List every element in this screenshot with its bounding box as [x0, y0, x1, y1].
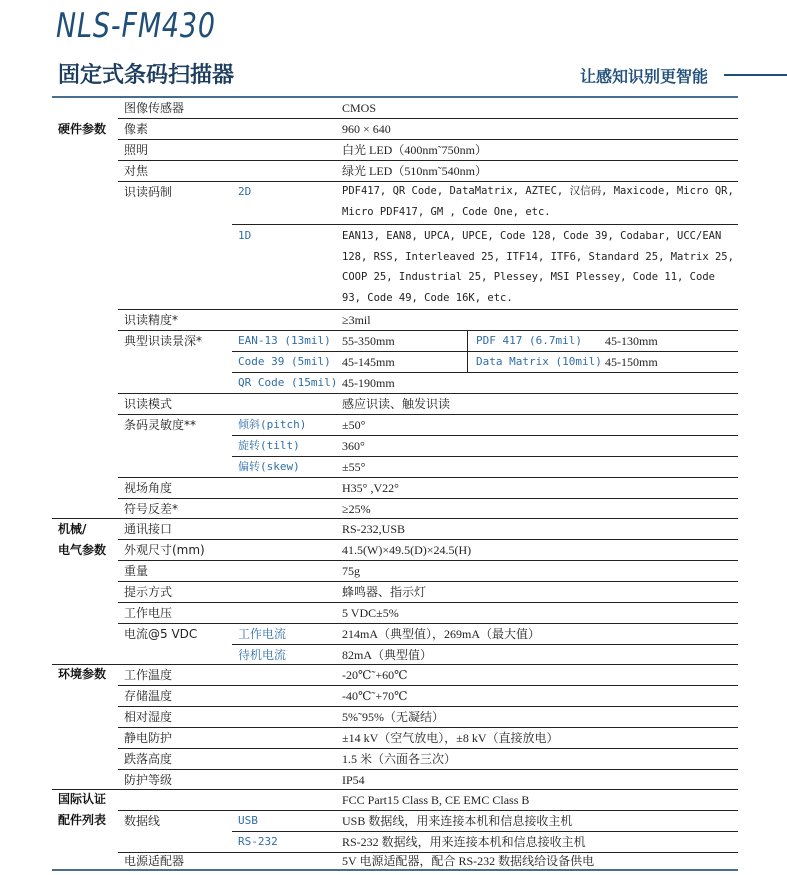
label-aiming: 对焦 [124, 164, 149, 178]
section-accessories: 配件列表 [58, 813, 107, 827]
value-pixels: 960 × 640 [342, 122, 391, 136]
value-storage-temp: -40℃˜+70℃ [342, 689, 408, 703]
label-notification: 提示方式 [124, 585, 173, 599]
label-sealing: 防护等级 [124, 773, 173, 787]
dof-code39: Code 39 (5mil) [238, 355, 331, 368]
value-scan-mode: 感应识读、触发识读 [342, 397, 451, 411]
label-tolerance: 条码灵敏度** [124, 418, 197, 432]
value-illumination: 白光 LED（400nm˜750nm） [342, 143, 487, 157]
label-storage-temp: 存储温度 [124, 689, 173, 703]
section-certification: 国际认证 [58, 792, 107, 806]
label-cable: 数据线 [124, 814, 161, 828]
dof-qrcode-value: 45-190mm [342, 376, 395, 390]
label-drop: 跌落高度 [124, 752, 173, 766]
label-sensor: 图像传感器 [124, 101, 185, 115]
value-sensor: CMOS [342, 101, 377, 115]
dof-ean13-value: 55-350mm [342, 334, 395, 348]
tolerance-pitch-value: ±50° [342, 418, 366, 432]
product-subtitle: 固定式条码扫描器 [58, 63, 235, 88]
label-current: 电流@5 VDC [124, 627, 198, 641]
label-power: 电源适配器 [124, 854, 185, 868]
tolerance-tilt: 旋转(tilt) [238, 439, 300, 452]
slogan: 让感知识别更智能 [580, 67, 709, 86]
value-op-temp: -20℃˜+60℃ [342, 668, 408, 682]
cable-usb-value: USB 数据线，用来连接本机和信息接收主机 [342, 814, 573, 828]
section-mech-line1: 机械/ [58, 522, 87, 536]
label-esd: 静电防护 [124, 731, 173, 745]
value-fov: H35° ,V22° [342, 481, 399, 495]
label-interface: 通讯接口 [124, 522, 173, 536]
value-drop: 1.5 米（六面各三次） [342, 752, 457, 766]
product-model: NLS-FM430 [56, 6, 216, 46]
label-illumination: 照明 [124, 143, 149, 157]
label-dimensions: 外观尺寸(mm) [124, 543, 205, 557]
current-standby: 待机电流 [238, 648, 287, 662]
label-scan-mode: 识读模式 [124, 397, 173, 411]
cable-rs232-value: RS-232 数据线，用来连接本机和信息接收主机 [342, 835, 586, 849]
value-resolution: ≥3mil [342, 313, 371, 327]
section-environment: 环境参数 [58, 667, 107, 681]
value-cert: FCC Part15 Class B, CE EMC Class B [342, 793, 530, 807]
label-fov: 视场角度 [124, 481, 173, 495]
tolerance-pitch: 倾斜(pitch) [238, 418, 307, 431]
value-interface: RS-232,USB [342, 522, 406, 536]
label-humidity: 相对湿度 [124, 710, 173, 724]
section-hardware: 硬件参数 [58, 122, 107, 136]
tolerance-tilt-value: 360° [342, 439, 365, 453]
dof-datamatrix-value: 45-150mm [605, 355, 658, 369]
dof-datamatrix: Data Matrix (10mil) [476, 355, 602, 368]
label-voltage: 工作电压 [124, 606, 173, 620]
label-contrast: 符号反差* [124, 502, 179, 516]
label-pixels: 像素 [124, 122, 149, 136]
dof-pdf417: PDF 417 (6.7mil) [476, 334, 582, 347]
current-working: 工作电流 [238, 627, 287, 641]
value-power: 5V 电源适配器，配合 RS-232 数据线给设备供电 [342, 854, 595, 868]
section-mech-line2: 电气参数 [58, 543, 107, 557]
dof-pdf417-value: 45-130mm [605, 334, 658, 348]
cable-usb: USB [238, 814, 258, 827]
slogan-rule [724, 74, 787, 76]
dof-ean13: EAN-13 (13mil) [238, 334, 331, 347]
label-symbologies: 识读码制 [124, 185, 173, 199]
value-2d-symbologies: PDF417, QR Code, DataMatrix, AZTEC, 汉信码, Maxicode, Micro QR, Micro PDF417, GM , Code One, etc. [342, 185, 734, 218]
value-dimensions: 41.5(W)×49.5(D)×24.5(H) [342, 543, 472, 557]
value-weight: 75g [342, 564, 360, 578]
label-op-temp: 工作温度 [124, 668, 173, 682]
sub-2d: 2D [238, 185, 252, 198]
tolerance-skew: 偏转(skew) [238, 460, 300, 473]
label-weight: 重量 [124, 564, 149, 578]
value-contrast: ≥25% [342, 502, 371, 516]
value-voltage: 5 VDC±5% [342, 606, 399, 620]
value-humidity: 5%˜95%（无凝结） [342, 710, 444, 724]
sub-1d: 1D [238, 229, 252, 242]
label-resolution: 识读精度* [124, 313, 179, 327]
value-sealing: IP54 [342, 773, 365, 787]
value-aiming: 绿光 LED（510nm˜540nm） [342, 164, 487, 178]
table-bottom-rule [52, 869, 738, 871]
tolerance-skew-value: ±55° [342, 460, 366, 474]
label-dof: 典型识读景深* [124, 334, 203, 348]
cable-rs232: RS-232 [238, 835, 278, 848]
value-1d-symbologies: EAN13, EAN8, UPCA, UPCE, Code 128, Code 39, Codabar, UCC/EAN 128, RSS, Interleaved 25, ITF14, ITF6, Standard 25, Matrix 25, COOP 25, Industrial 25, Plessey, MSI Plessey, Code 11, Code 93, Code 49, Code 16K, etc. [342, 230, 734, 304]
current-standby-value: 82mA（典型值） [342, 648, 433, 662]
value-esd: ±14 kV（空气放电），±8 kV（直接放电） [342, 731, 559, 745]
current-working-value: 214mA（典型值），269mA（最大值） [342, 627, 541, 641]
value-notification: 蜂鸣器、指示灯 [342, 585, 427, 599]
dof-qrcode: QR Code (15mil) [238, 376, 338, 389]
dof-code39-value: 45-145mm [342, 355, 395, 369]
